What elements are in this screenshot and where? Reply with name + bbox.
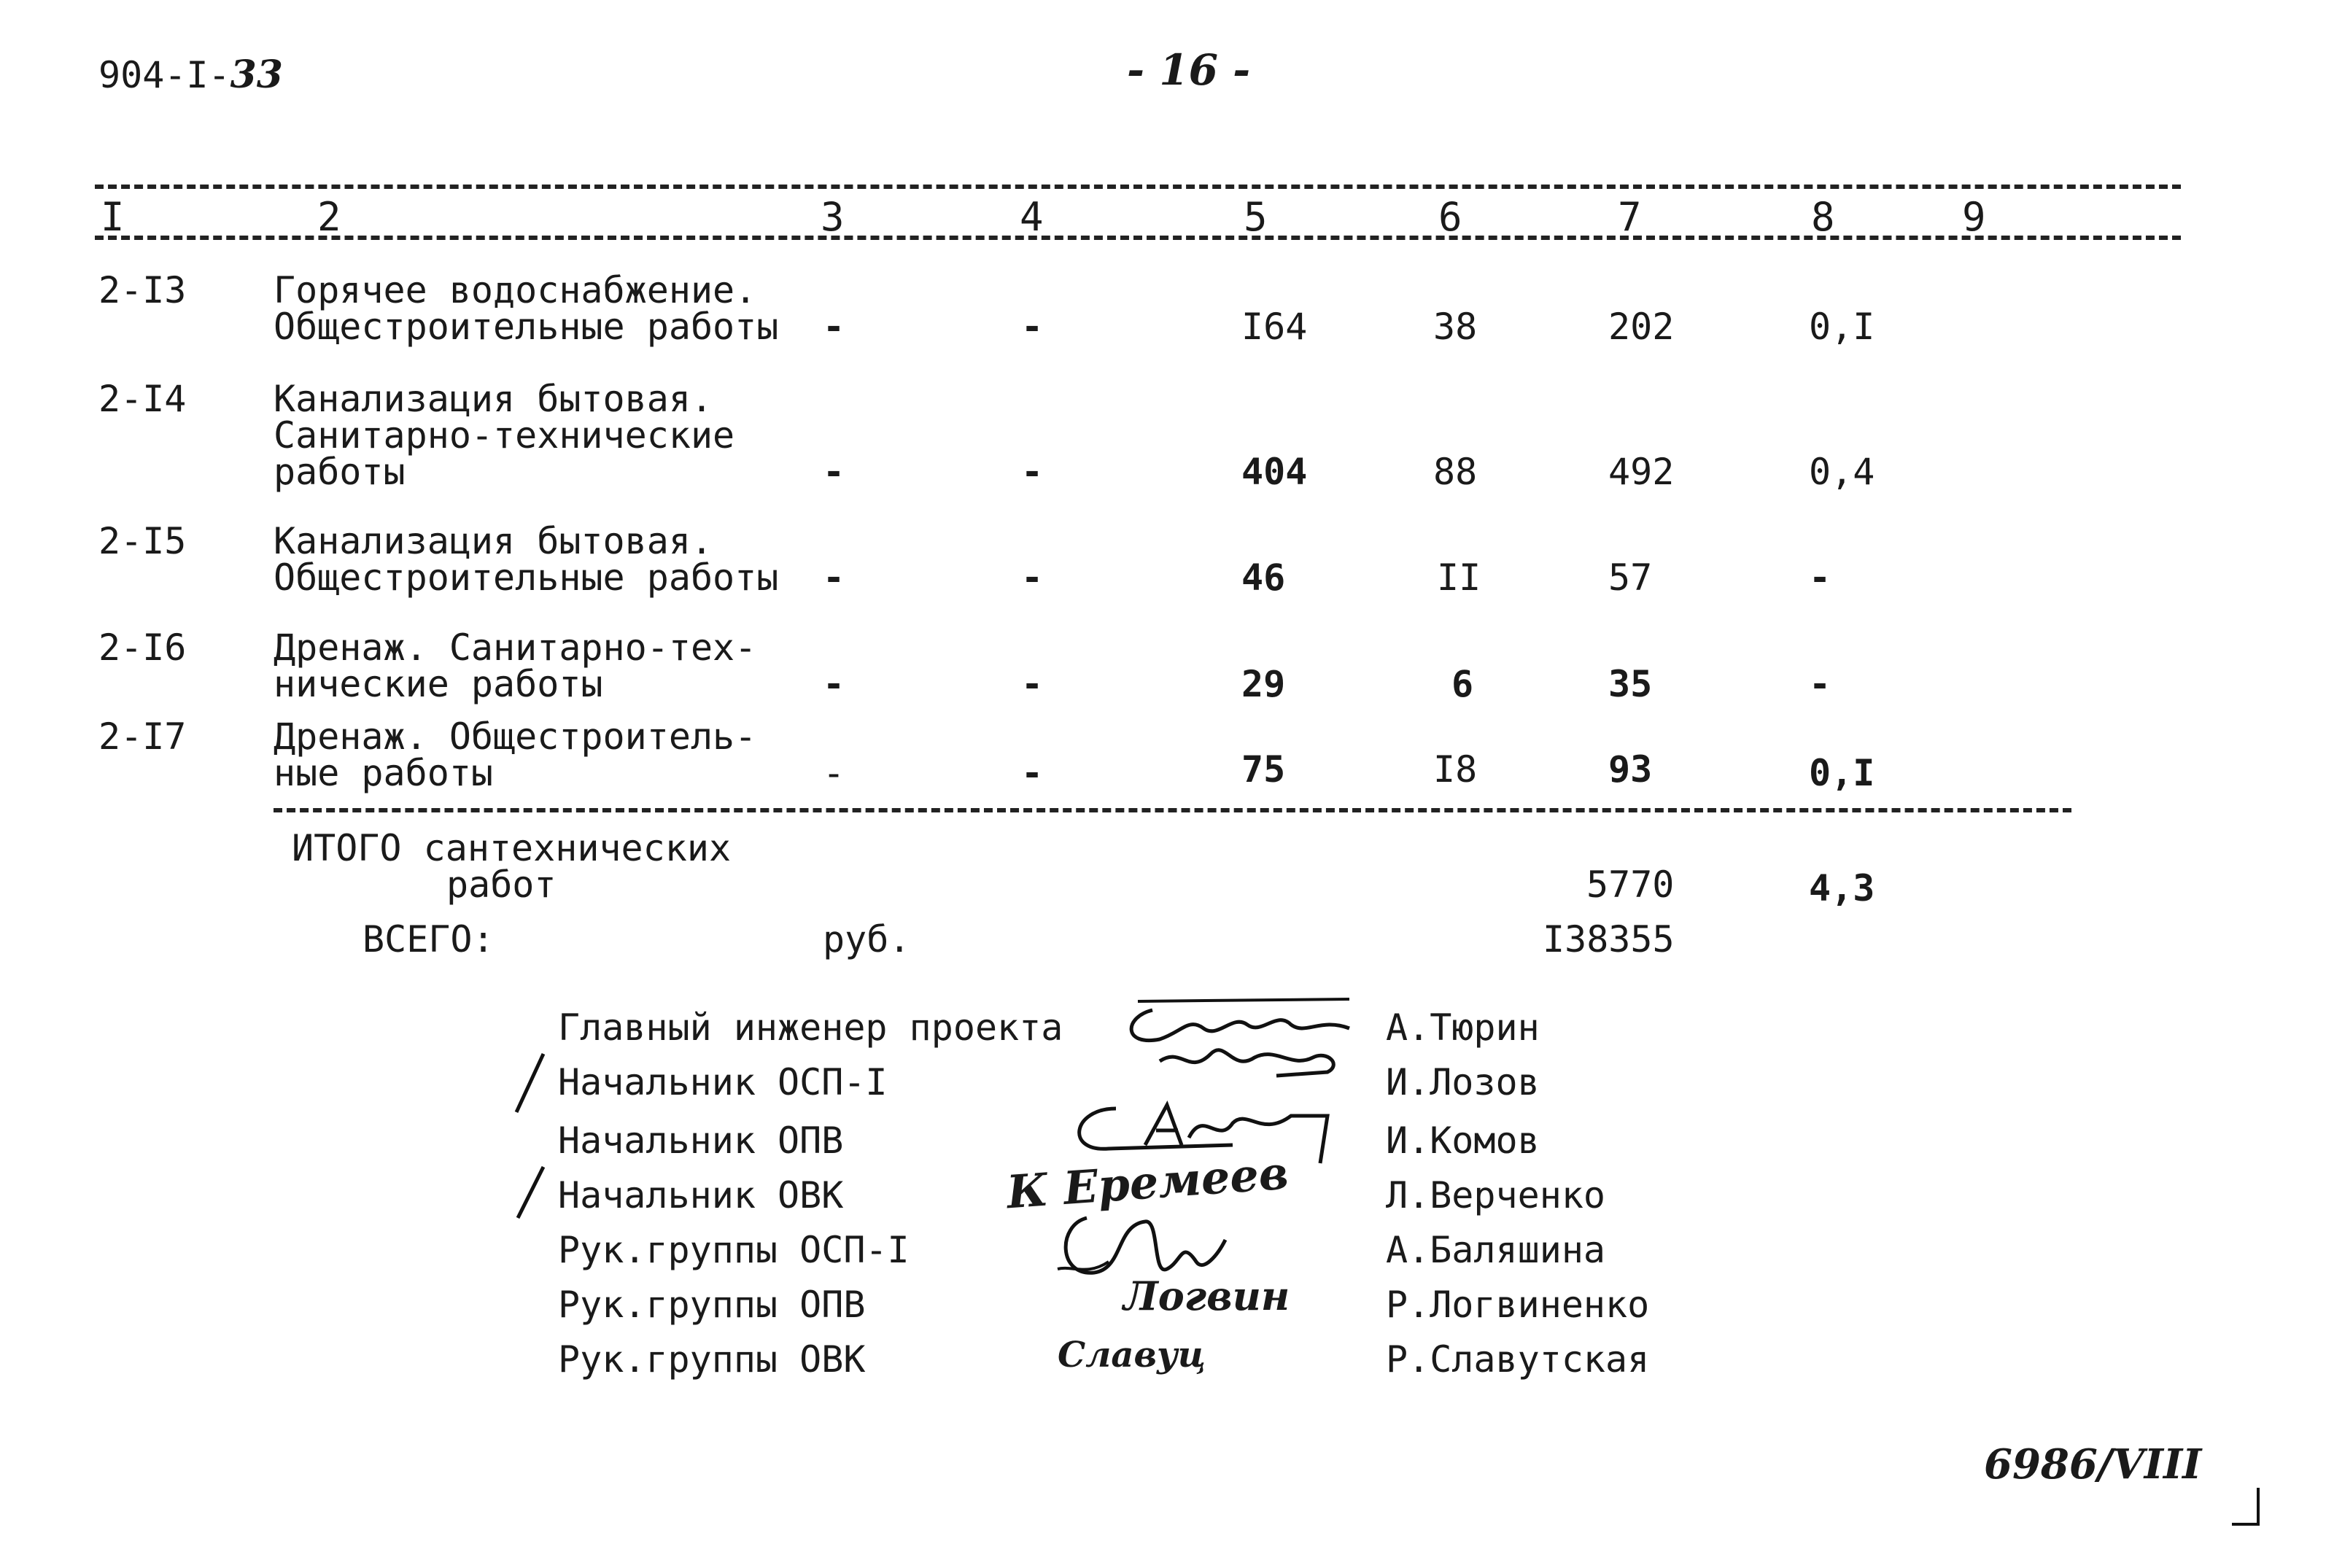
itogo-total-col7: 5770 [1586, 863, 1675, 906]
cell-col4: - [1021, 752, 1044, 794]
signature-name: И.Комов [1386, 1119, 1540, 1162]
cell-col5: I64 [1241, 306, 1308, 348]
cell-col3: - [823, 752, 845, 794]
cell-col5: 29 [1241, 663, 1286, 705]
cell-col8: 0,I [1809, 306, 1875, 348]
page-number: - 16 - [1127, 45, 1251, 95]
document-code-prefix: 904-I- [98, 54, 230, 96]
row-description-line: Канализация бытовая. [274, 378, 713, 420]
signature-name: И.Лозов [1386, 1061, 1540, 1103]
row-description-line: нические работы [274, 663, 603, 705]
itogo-label-line1: ИТОГО сантехнических [292, 827, 732, 869]
cell-col8: - [1809, 663, 1831, 705]
row-description-line: Канализация бытовая. [274, 520, 713, 562]
cell-col7: 57 [1608, 556, 1653, 599]
column-number-4: 4 [1020, 194, 1044, 240]
table-top-rule [95, 185, 2181, 189]
cell-col8: - [1809, 556, 1831, 599]
document-code-suffix: 33 [230, 53, 283, 97]
document-code [98, 53, 283, 97]
signature-role: Главный инженер проекта [558, 1006, 1063, 1049]
cell-col6: 88 [1433, 451, 1478, 493]
column-number-6: 6 [1438, 194, 1462, 240]
row-code: 2-I4 [98, 378, 187, 420]
cell-col3: - [823, 306, 845, 348]
cell-col5: 46 [1241, 556, 1286, 599]
row-description-line: Общестроительные работы [274, 556, 779, 599]
totals-rule [274, 808, 2071, 812]
cell-col3: - [823, 556, 845, 599]
cell-col4: - [1021, 451, 1044, 493]
cell-col7: 93 [1608, 748, 1653, 791]
row-description-line: Общестроительные работы [274, 306, 779, 348]
column-number-1: I [101, 194, 125, 240]
signature-role: Начальник ОПВ [558, 1119, 844, 1162]
archive-stamp-number: 6986/VIII [1984, 1440, 2202, 1489]
page-corner-mark [2232, 1488, 2260, 1526]
row-description-line: Горячее водоснабжение. [274, 269, 757, 311]
column-number-8: 8 [1811, 194, 1835, 240]
cell-col6: 38 [1433, 306, 1478, 348]
column-number-7: 7 [1618, 194, 1642, 240]
column-number-2: 2 [317, 194, 341, 240]
itogo-total-col8: 4,3 [1809, 867, 1875, 909]
cell-col6: II [1437, 556, 1481, 599]
row-description-line: ные работы [274, 752, 494, 794]
signature-name: А.Баляшина [1386, 1229, 1606, 1271]
vsego-unit: руб. [823, 918, 911, 960]
signature-name: Л.Верченко [1386, 1174, 1606, 1216]
cell-col3: - [823, 451, 845, 493]
check-mark-icon [511, 1163, 547, 1222]
handwritten-signature: Логвин [1123, 1273, 1290, 1319]
row-description-line: Дренаж. Общестроитель- [274, 715, 757, 758]
cell-col3: - [823, 663, 845, 705]
cell-col6: 6 [1451, 663, 1474, 705]
column-number-5: 5 [1244, 194, 1268, 240]
handwritten-signature [1109, 995, 1371, 1090]
cell-col7: 202 [1608, 306, 1675, 348]
row-code: 2-I6 [98, 626, 187, 669]
cell-col4: - [1021, 306, 1044, 348]
vsego-value: I38355 [1543, 918, 1675, 960]
column-number-9: 9 [1962, 194, 1986, 240]
vsego-label: ВСЕГО: [363, 918, 495, 960]
cell-col7: 492 [1608, 451, 1675, 493]
signature-name: Р.Логвиненко [1386, 1284, 1650, 1326]
signature-role: Рук.группы ОВК [558, 1338, 866, 1381]
row-description-line: Санитарно-технические [274, 414, 735, 457]
check-mark-icon [511, 1050, 547, 1116]
row-description-line: работы [274, 451, 406, 493]
signature-role: Рук.группы ОСП-I [558, 1229, 910, 1271]
cell-col5: 404 [1241, 451, 1308, 493]
signature-name: Р.Славутская [1386, 1338, 1650, 1381]
column-number-3: 3 [821, 194, 845, 240]
cell-col6: I8 [1433, 748, 1478, 791]
table-header-rule [95, 236, 2181, 240]
cell-col7: 35 [1608, 663, 1653, 705]
signature-role: Начальник ОСП-I [558, 1061, 888, 1103]
cell-col4: - [1021, 663, 1044, 705]
cell-col5: 75 [1241, 748, 1286, 791]
signature-name: А.Тюрин [1386, 1006, 1540, 1049]
signature-role: Начальник ОВК [558, 1174, 844, 1216]
row-code: 2-I7 [98, 715, 187, 758]
signature-role: Рук.группы ОПВ [558, 1284, 866, 1326]
row-code: 2-I5 [98, 520, 187, 562]
cell-col4: - [1021, 556, 1044, 599]
itogo-label-line2: работ [446, 863, 557, 906]
cell-col8: 0,4 [1809, 451, 1875, 493]
row-code: 2-I3 [98, 269, 187, 311]
handwritten-signature: К Еремеев [1004, 1146, 1290, 1219]
cell-col8: 0,I [1809, 752, 1875, 794]
row-description-line: Дренаж. Санитарно-тех- [274, 626, 757, 669]
handwritten-signature: Славуц [1058, 1335, 1206, 1375]
